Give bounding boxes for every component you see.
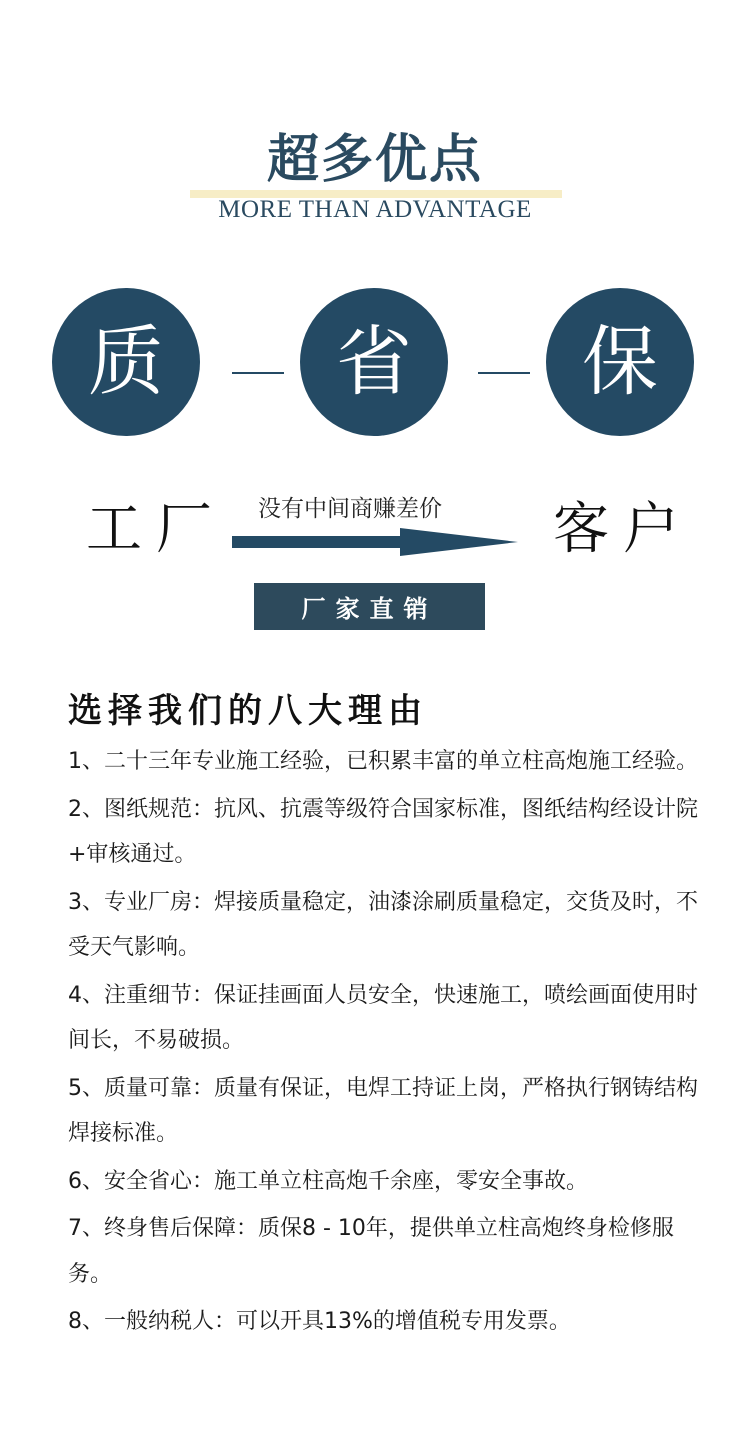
reason-item: 2、图纸规范：抗风、抗震等级符合国家标准，图纸结构经设计院+审核通过。	[68, 796, 698, 867]
value-circle-saving	[300, 288, 448, 436]
direct-sale-badge	[254, 583, 485, 630]
value-circle-quality	[52, 288, 200, 436]
reason-item: 8、一般纳税人：可以开具13%的增值税专用发票。	[68, 1309, 571, 1334]
reason-item: 3、专业厂房：焊接质量稳定，油漆涂刷质量稳定，交货及时，不受天气影响。	[68, 889, 698, 960]
arrow-head-icon	[400, 528, 518, 556]
page-title: 超多优点	[266, 130, 483, 190]
badge-label: 厂家直销	[301, 595, 438, 623]
reasons-list	[68, 739, 698, 1347]
flow-label: 没有中间商赚差价	[258, 496, 442, 522]
reasons-heading: 选择我们的八大理由	[68, 691, 428, 731]
divider-dash	[232, 372, 284, 374]
arrow-right-icon	[232, 536, 402, 548]
header	[0, 128, 750, 192]
value-circle-guarantee	[546, 288, 694, 436]
divider-dash	[478, 372, 530, 374]
page-subtitle: MORE THAN ADVANTAGE	[218, 196, 532, 223]
reason-item: 6、安全省心：施工单立柱高炮千余座，零安全事故。	[68, 1168, 588, 1194]
value-circle-label: 保	[582, 317, 658, 406]
reason-item: 7、终身售后保障：质保8 - 10年，提供单立柱高炮终身检修服务。	[68, 1216, 674, 1287]
reason-item: 4、注重细节：保证挂画面人员安全，快速施工，喷绘画面使用时间长，不易破损。	[68, 982, 698, 1053]
flow-to: 客户	[553, 497, 693, 562]
reason-item: 1、二十三年专业施工经验，已积累丰富的单立柱高炮施工经验。	[68, 749, 698, 774]
flow-from: 工厂	[86, 497, 226, 562]
reason-item: 5、质量可靠：质量有保证，电焊工持证上岗，严格执行钢铸结构焊接标准。	[68, 1075, 698, 1146]
value-circle-label: 省	[336, 317, 412, 406]
value-circle-label: 质	[88, 317, 164, 406]
